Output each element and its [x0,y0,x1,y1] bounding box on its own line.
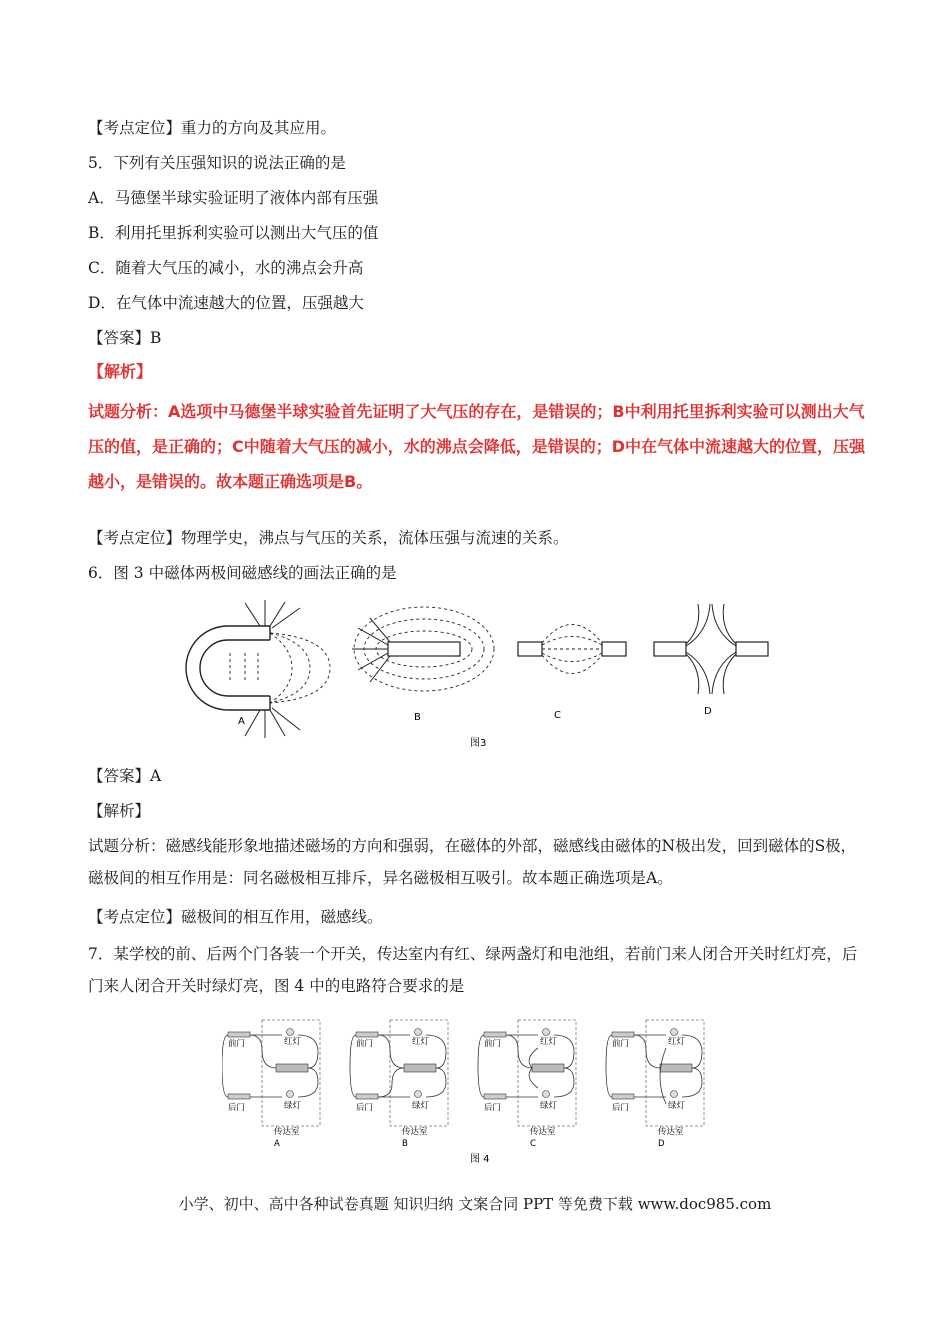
circuit-d [606,1020,704,1149]
front-switch-icon [356,1032,378,1037]
circuit-label: C [530,1139,536,1149]
magnet-d-icon [654,604,768,694]
circuit-label: B [402,1139,408,1149]
q5-jiexi-label: 【解析】 [88,362,153,381]
q5-stem: 5．下列有关压强知识的说法正确的是 [88,154,346,172]
red-lamp-icon [671,1029,678,1036]
kaodian-q5: 【考点定位】物理学史，沸点与气压的关系，流体压强与流速的关系。 [88,529,569,547]
label-green-lamp: 绿灯 [540,1101,558,1111]
red-lamp-icon [543,1029,550,1036]
q7-stem: 7．某学校的前、后两个门各装一个开关，传达室内有红、绿两盏灯和电池组，若前门来人闭合开关时红灯亮，后门来人闭合开关时绿灯亮，图 4 中的电路符合要求的是 [88,945,858,995]
fig3-caption: 图3 [470,738,487,749]
battery-icon [532,1064,564,1072]
label-room: 传达室 [658,1127,684,1137]
fig4-caption: 图 4 [470,1154,490,1165]
battery-icon [660,1064,692,1072]
q6-analysis: 试题分析：磁感线能形象地描述磁场的方向和强弱，在磁体的外部，磁感线由磁体的N极出发，回到磁体的S极，磁极间的相互作用是：同名磁极相互排斥，异名磁极相互吸引。故本题正确选项是A。 [88,837,857,887]
green-lamp-icon [415,1091,422,1098]
kaodian-q6: 【考点定位】磁极间的相互作用，磁感线。 [88,908,383,926]
back-switch-icon [484,1094,506,1099]
green-lamp-icon [287,1091,294,1098]
green-lamp-icon [543,1091,550,1098]
q6-stem: 6．图 3 中磁体两极间磁感线的画法正确的是 [88,564,397,582]
label-green-lamp: 绿灯 [284,1101,302,1111]
label-back-door: 后门 [484,1103,502,1113]
back-switch-icon [228,1094,250,1099]
q5-option-b: B．利用托里拆利实验可以测出大气压的值 [88,224,379,242]
fig3-label-a: A [238,716,245,727]
circuit-label: A [274,1139,280,1149]
label-front-door: 前门 [484,1039,502,1049]
green-lamp-icon [671,1091,678,1098]
label-green-lamp: 绿灯 [668,1101,686,1111]
fig3-label-d: D [704,706,712,717]
red-lamp-icon [287,1029,294,1036]
circuit-b [350,1020,448,1149]
figure-4-circuits [222,1018,732,1168]
front-switch-icon [228,1032,250,1037]
q6-answer: 【答案】A [88,767,162,785]
battery-icon [404,1064,436,1072]
kaodian-q4: 【考点定位】重力的方向及其应用。 [88,119,337,137]
circuit-a [222,1020,320,1149]
red-lamp-icon [415,1029,422,1036]
back-switch-icon [612,1094,634,1099]
front-switch-icon [612,1032,634,1037]
label-room: 传达室 [402,1127,428,1137]
battery-icon [276,1064,308,1072]
label-red-lamp: 红灯 [412,1037,430,1047]
q5-option-c: C．随着大气压的减小，水的沸点会升高 [88,259,364,277]
fig3-label-b: B [414,712,421,723]
q6-jiexi-label: 【解析】 [88,802,151,820]
label-room: 传达室 [274,1127,300,1137]
back-switch-icon [356,1094,378,1099]
figure-3-magnets [170,598,790,758]
q5-analysis: 试题分析：A选项中马德堡半球实验首先证明了大气压的存在，是错误的；B中利用托里拆利实验可以测出大气压的值，是正确的；C中随着大气压的减小，水的沸点会降低，是错误的；D中在气体中流速越大的位置，压强越小，是错误的。故本题正确选项是B。 [88,402,866,491]
q5-option-d: D．在气体中流速越大的位置，压强越大 [88,294,364,312]
label-front-door: 前门 [356,1039,374,1049]
label-red-lamp: 红灯 [668,1037,686,1047]
label-back-door: 后门 [228,1103,246,1113]
magnet-a-icon [186,600,330,738]
label-red-lamp: 红灯 [540,1037,558,1047]
label-front-door: 前门 [228,1039,246,1049]
footer: 小学、初中、高中各种试卷真题 知识归纳 文案合同 PPT 等免费下载 www.doc985.com [178,1195,772,1213]
label-room: 传达室 [530,1127,556,1137]
fig3-label-c: C [554,710,561,721]
label-back-door: 后门 [356,1103,374,1113]
magnet-c-icon [518,625,626,674]
label-red-lamp: 红灯 [284,1037,302,1047]
magnet-b-icon [352,607,494,691]
front-switch-icon [484,1032,506,1037]
q5-option-a: A．马德堡半球实验证明了液体内部有压强 [88,189,379,207]
label-back-door: 后门 [612,1103,630,1113]
label-front-door: 前门 [612,1039,630,1049]
q5-answer: 【答案】B [88,329,162,347]
circuit-c [478,1020,576,1149]
label-green-lamp: 绿灯 [412,1101,430,1111]
circuit-label: D [658,1139,665,1149]
